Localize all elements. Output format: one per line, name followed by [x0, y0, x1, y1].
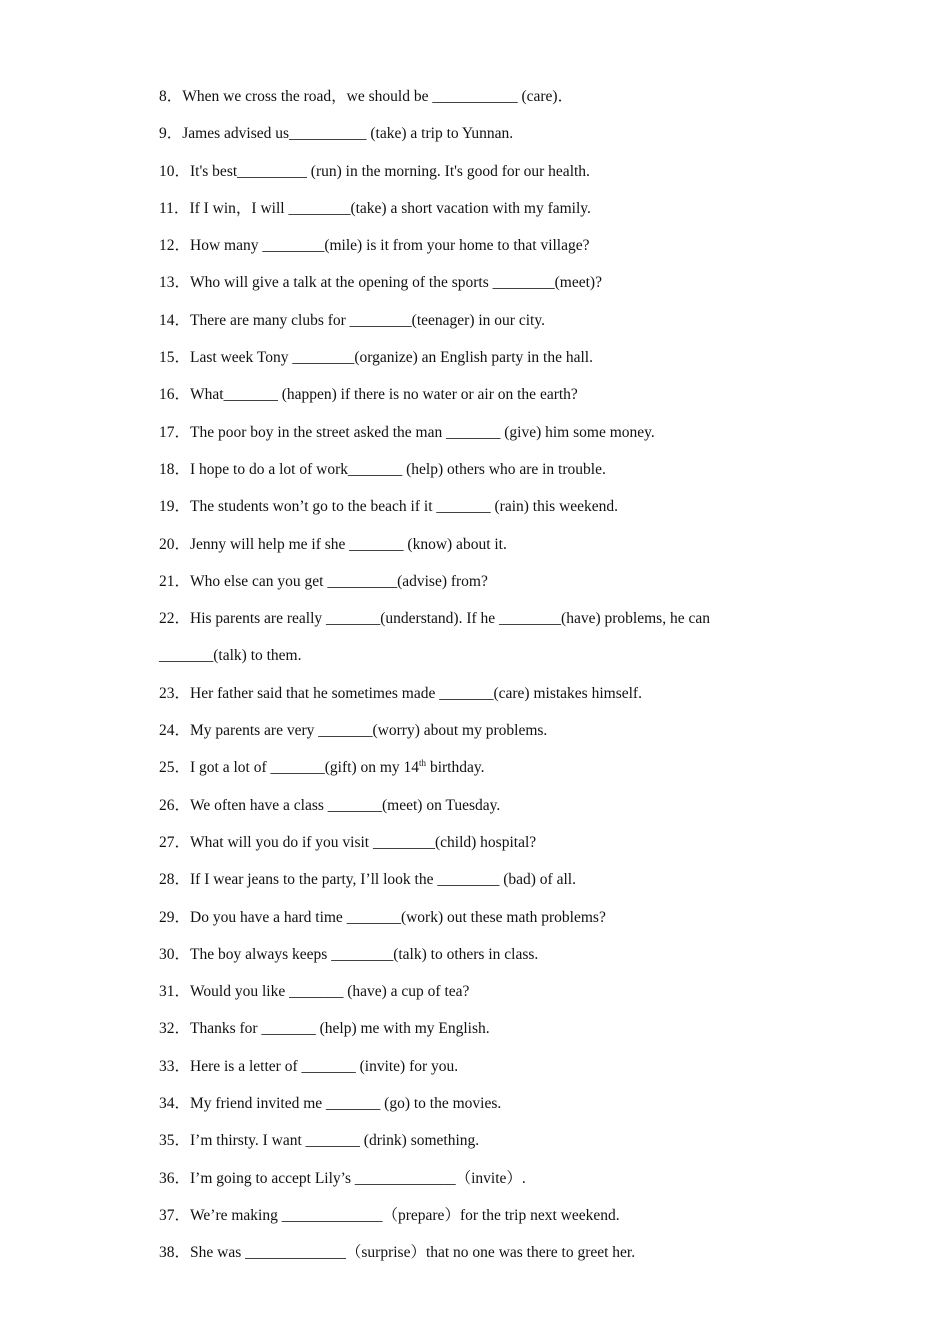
- question-item: [159, 414, 769, 451]
- question-item: [159, 675, 769, 712]
- question-text: James advised us__________ (take) a trip to Yunnan.: [182, 125, 514, 143]
- question-item: [159, 339, 769, 376]
- question-item: [159, 1048, 769, 1085]
- question-number: 20．: [159, 535, 191, 553]
- question-text: If I win，I will ________(take) a short vacation with my family.: [189, 199, 591, 217]
- question-text: The boy always keeps ________(talk) to others in class.: [190, 945, 539, 963]
- question-text: She was _____________（surprise）that no one was there to greet her.: [190, 1244, 636, 1262]
- question-text: When we cross the road，we should be ___________ (care)．: [182, 88, 574, 105]
- question-item: [159, 1160, 769, 1197]
- ordinal-suffix: th: [419, 758, 427, 769]
- question-list: [159, 78, 769, 1272]
- question-text: We’re making _____________（prepare）for the trip next weekend.: [190, 1206, 620, 1224]
- question-text: My parents are very _______(worry) about my problems.: [190, 722, 548, 740]
- question-item: [159, 1234, 769, 1271]
- question-item: [159, 712, 769, 749]
- question-text: Who else can you get _________(advise) from?: [190, 572, 488, 590]
- question-item-continuation: [159, 637, 769, 674]
- question-text: The students won’t go to the beach if it _______ (rain) this weekend.: [190, 498, 619, 516]
- question-text: How many ________(mile) is it from your home to that village?: [190, 237, 590, 255]
- question-number: 8．: [159, 88, 183, 105]
- question-text: Would you like _______ (have) a cup of tea?: [190, 983, 470, 1001]
- question-number: 36．: [159, 1169, 191, 1187]
- question-item: [159, 899, 769, 936]
- question-text: Thanks for _______ (help) me with my English.: [190, 1020, 490, 1038]
- question-text: What will you do if you visit ________(child) hospital?: [190, 833, 537, 851]
- question-text: My friend invited me _______ (go) to the movies.: [190, 1095, 502, 1113]
- question-item: [159, 264, 769, 301]
- question-number: 10．: [159, 162, 191, 180]
- question-text: His parents are really _______(understand). If he ________(have) problems, he can: [190, 610, 710, 628]
- question-number: 14．: [159, 311, 191, 329]
- question-number: 19．: [159, 498, 191, 516]
- question-number: 21．: [159, 572, 191, 590]
- question-item: [159, 600, 769, 637]
- question-text-tail: birthday.: [426, 759, 485, 777]
- question-text: We often have a class _______(meet) on Tuesday.: [190, 796, 501, 814]
- question-text: Do you have a hard time _______(work) out these math problems?: [190, 908, 606, 926]
- question-number: 31．: [159, 983, 191, 1001]
- question-number: 37．: [159, 1206, 191, 1224]
- question-item: [159, 451, 769, 488]
- question-text: Last week Tony ________(organize) an English party in the hall.: [190, 349, 593, 367]
- question-item: [159, 787, 769, 824]
- question-number: 34．: [159, 1095, 191, 1113]
- question-number: 28．: [159, 871, 191, 889]
- question-text: What_______ (happen) if there is no water or air on the earth?: [190, 386, 578, 404]
- question-text: I’m thirsty. I want _______ (drink) something.: [190, 1132, 480, 1150]
- question-item: [159, 190, 769, 227]
- question-number: 26．: [159, 796, 191, 814]
- question-text: The poor boy in the street asked the man _______ (give) him some money.: [190, 423, 655, 441]
- question-item: [159, 153, 769, 190]
- question-item: [159, 824, 769, 861]
- question-item: [159, 526, 769, 563]
- question-text: _______(talk) to them.: [159, 647, 302, 665]
- question-number: 24．: [159, 722, 191, 740]
- question-number: 16．: [159, 386, 191, 404]
- question-number: 27．: [159, 833, 191, 851]
- question-number: 35．: [159, 1132, 191, 1150]
- question-number: 18．: [159, 460, 191, 478]
- question-text: If I wear jeans to the party, I’ll look the ________ (bad) of all.: [190, 871, 576, 889]
- question-number: 9．: [159, 125, 183, 143]
- question-text: I hope to do a lot of work_______ (help) others who are in trouble.: [190, 460, 606, 478]
- question-item: [159, 376, 769, 413]
- question-text: Her father said that he sometimes made _______(care) mistakes himself.: [190, 684, 642, 702]
- question-item: [159, 1197, 769, 1234]
- question-item: [159, 1010, 769, 1047]
- question-number: 11．: [159, 199, 190, 217]
- question-number: 13．: [159, 274, 191, 292]
- question-item: [159, 78, 769, 115]
- question-number: 23．: [159, 684, 191, 702]
- question-text: There are many clubs for ________(teenager) in our city.: [190, 311, 545, 329]
- question-text: I got a lot of _______(gift) on my 14: [190, 759, 420, 777]
- question-text: It's best_________ (run) in the morning. It's good for our health.: [190, 162, 590, 180]
- question-number: 29．: [159, 908, 191, 926]
- question-text: I’m going to accept Lily’s _____________（invite）.: [190, 1169, 526, 1187]
- question-item: [159, 936, 769, 973]
- question-item: [159, 973, 769, 1010]
- question-text: Jenny will help me if she _______ (know) about it.: [190, 535, 507, 553]
- question-number: 32．: [159, 1020, 191, 1038]
- question-item: [159, 563, 769, 600]
- question-item: [159, 861, 769, 898]
- question-number: 17．: [159, 423, 191, 441]
- question-item: [159, 1122, 769, 1159]
- question-text: Who will give a talk at the opening of the sports ________(meet)?: [190, 274, 602, 292]
- question-text: Here is a letter of _______ (invite) for you.: [190, 1057, 459, 1075]
- question-item: [159, 749, 769, 786]
- question-number: 15．: [159, 349, 191, 367]
- question-number: 30．: [159, 945, 191, 963]
- question-number: 12．: [159, 237, 191, 255]
- question-number: 38．: [159, 1244, 191, 1262]
- question-number: 25．: [159, 759, 191, 777]
- question-item: [159, 1085, 769, 1122]
- question-number: 22．: [159, 610, 191, 628]
- question-item: [159, 302, 769, 339]
- question-item: [159, 227, 769, 264]
- question-item: [159, 115, 769, 152]
- question-item: [159, 488, 769, 525]
- question-number: 33．: [159, 1057, 191, 1075]
